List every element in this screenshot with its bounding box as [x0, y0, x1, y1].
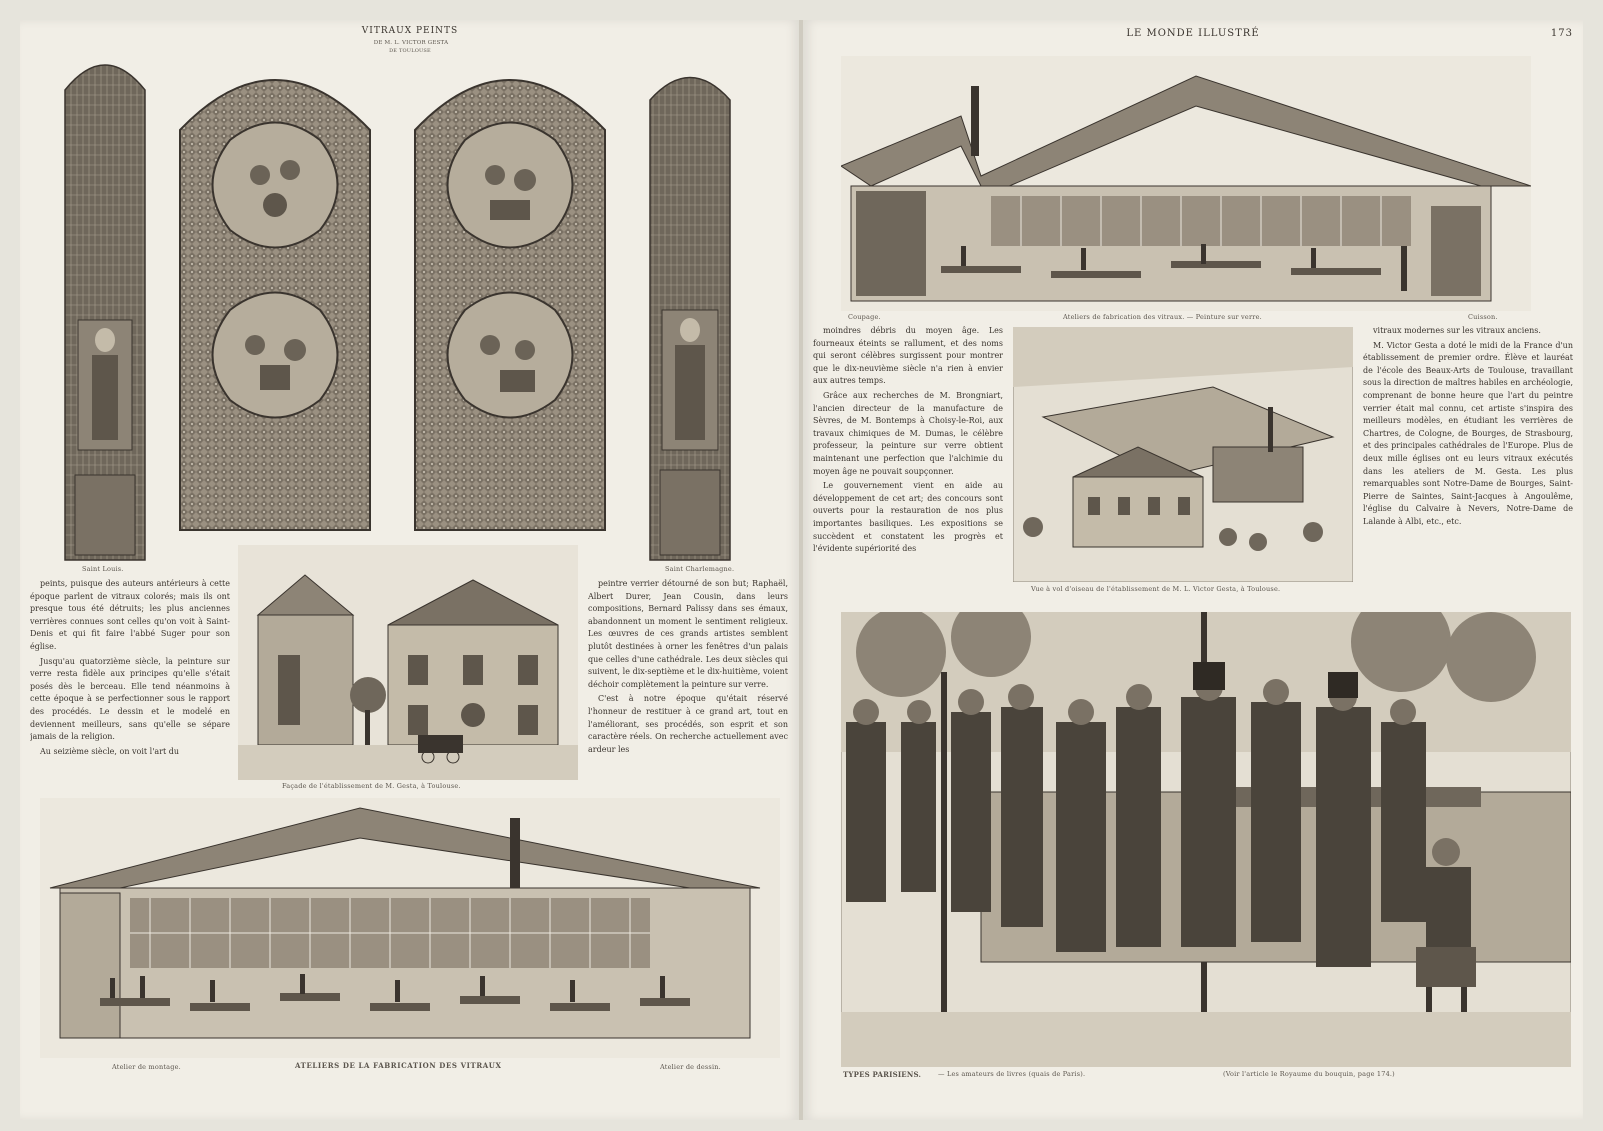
text-column-right-1 — [813, 325, 1003, 605]
header-place: DE TOULOUSE — [389, 48, 431, 54]
caption-top-left: Coupage. — [848, 313, 881, 321]
journal-title: LE MONDE ILLUSTRÉ — [1126, 28, 1260, 39]
aerial-view-illustration — [1013, 327, 1353, 582]
caption-window-saint-charlemagne: Saint Charlemagne. — [665, 565, 735, 573]
caption-bottom-title: TYPES PARISIENS. — [843, 1070, 922, 1079]
paragraph: vitraux modernes sur les vitraux anciens. — [1373, 326, 1541, 335]
caption-top-center: Ateliers de fabrication des vitraux. — Peinture sur verre. — [1063, 313, 1262, 321]
text-column-right-2 — [1363, 325, 1573, 605]
stained-glass-windows-illustration — [20, 20, 800, 580]
caption-window-saint-louis: Saint Louis. — [82, 565, 124, 573]
caption-bottom-text: — Les amateurs de livres (quais de Paris). — [938, 1070, 1086, 1078]
paragraph: moindres débris du moyen âge. Les fourneaux éteints se rallument, et des noms qui seront célèbres surgissent pour montrer que le dix-neuvième siècle n'a rien à envier aux autres temps. — [813, 326, 1003, 386]
paragraph: Grâce aux recherches de M. Brongniart, l'ancien directeur de la manufacture de Sèvres, de M. Bontemps à Choisy-le-Roi, aux travaux chimiques de M. Dumas, le célèbre professeur, la peinture sur verre obtient maintenant une perfection que l'alchimie du moyen âge ne pouvait soupçonner. — [813, 390, 1003, 476]
window-saint-louis — [65, 65, 145, 560]
window-medallions-right — [415, 80, 605, 530]
workshop-illustration — [40, 798, 780, 1058]
paragraph: peints, puisque des auteurs antérieurs à cette époque parlent de vitraux colorés; mais ils ont presque tous été détruits; les plus anciennes verrières connues sont celles qu'on voit à Saint-Denis et qui fit faire l'abbé Suger pour son église. — [30, 579, 230, 651]
caption-workshop-title: ATELIERS DE LA FABRICATION DES VITRAUX — [295, 1061, 502, 1070]
window-saint-charlemagne — [650, 78, 730, 561]
caption-facade: Façade de l'établissement de M. Gesta, à Toulouse. — [282, 782, 461, 790]
workshop-interior-illustration — [841, 56, 1531, 311]
caption-workshop-left: Atelier de montage. — [112, 1063, 181, 1071]
right-page — [803, 20, 1583, 1120]
paragraph: Le gouvernement vient en aide au développement de cet art; des concours sont ouverts pour la restauration de nos plus importantes basiliques. Les expositions se succèdent et constatent les progrès et l'évidente supériorité des — [813, 481, 1003, 554]
paragraph: peintre verrier détourné de son but; Raphaël, Albert Durer, Jean Cousin, dans leurs compositions, Bernard Palissy dans ses émaux, abandonnent un moment le sentiment religieux. Les œuvres de ces grands artistes semblent plutôt destinées à orner les fenêtres d'un palais que celles d'une cathédrale. Les deux siècles qui suivent, le dix-septième et le dix-huitième, voient déchoir complètement la peinture sur verre. — [588, 579, 788, 689]
window-medallions-left — [180, 80, 370, 530]
book-lovers-illustration — [841, 612, 1571, 1067]
caption-bottom-reference: (Voir l'article le Royaume du bouquin, page 174.) — [1223, 1070, 1395, 1078]
text-column-left-2 — [588, 578, 788, 800]
caption-aerial-view: Vue à vol d'oiseau de l'établissement de M. L. Victor Gesta, à Toulouse. — [1031, 585, 1281, 593]
left-page — [20, 20, 800, 1120]
paragraph: M. Victor Gesta a doté le midi de la France d'un établissement de premier ordre. Élève et lauréat de l'école des Beaux-Arts de Toulouse, travaillant sous la direction de maîtres habiles en archéologie, comprenant de bonne heure que l'art du peintre verrier était mal connu, cet artiste s'inspira des meilleurs modèles, en étudiant les verrières de Chartres, de Cologne, de Bourges, de Strasbourg, et des principales cathédrales de l'Europe. Plus de deux mille églises ont eu leurs vitraux exécutés dans les ateliers de M. Gesta. Les plus remarquables sont Notre-Dame de Bourges, Saint-Pierre de Saintes, Saint-Jacques à Angoulême, l'église du Calvaire à Nevers, Notre-Dame de Lalande à Albi, etc., etc. — [1363, 340, 1573, 526]
page-number: 173 — [1550, 28, 1573, 39]
text-column-left-1 — [30, 578, 230, 800]
paragraph: Au seizième siècle, on voit l'art du — [40, 746, 180, 756]
facade-illustration — [238, 545, 578, 780]
caption-top-right: Cuisson. — [1468, 313, 1498, 321]
header-title: VITRAUX PEINTS — [361, 26, 459, 36]
paragraph: C'est à notre époque qu'était réservé l'honneur de restituer à ce grand art, tout en l'améliorant, ses procédés, son esprit et son caractère réels. On recherche actuellement avec ardeur les — [588, 694, 788, 754]
paragraph: Jusqu'au quatorzième siècle, la peinture sur verre resta fidèle aux principes qu'elle s'était posés dès le berceau. Elle tend néanmoins à cette époque à se perfectionner sous le rapport des procédés. Le dessin et le modelé en deviennent meilleurs, sans qu'elle se sépare jamais de la religion. — [30, 656, 230, 742]
header-byline: DE M. L. VICTOR GESTA — [373, 40, 449, 46]
caption-workshop-right: Atelier de dessin. — [660, 1063, 721, 1071]
